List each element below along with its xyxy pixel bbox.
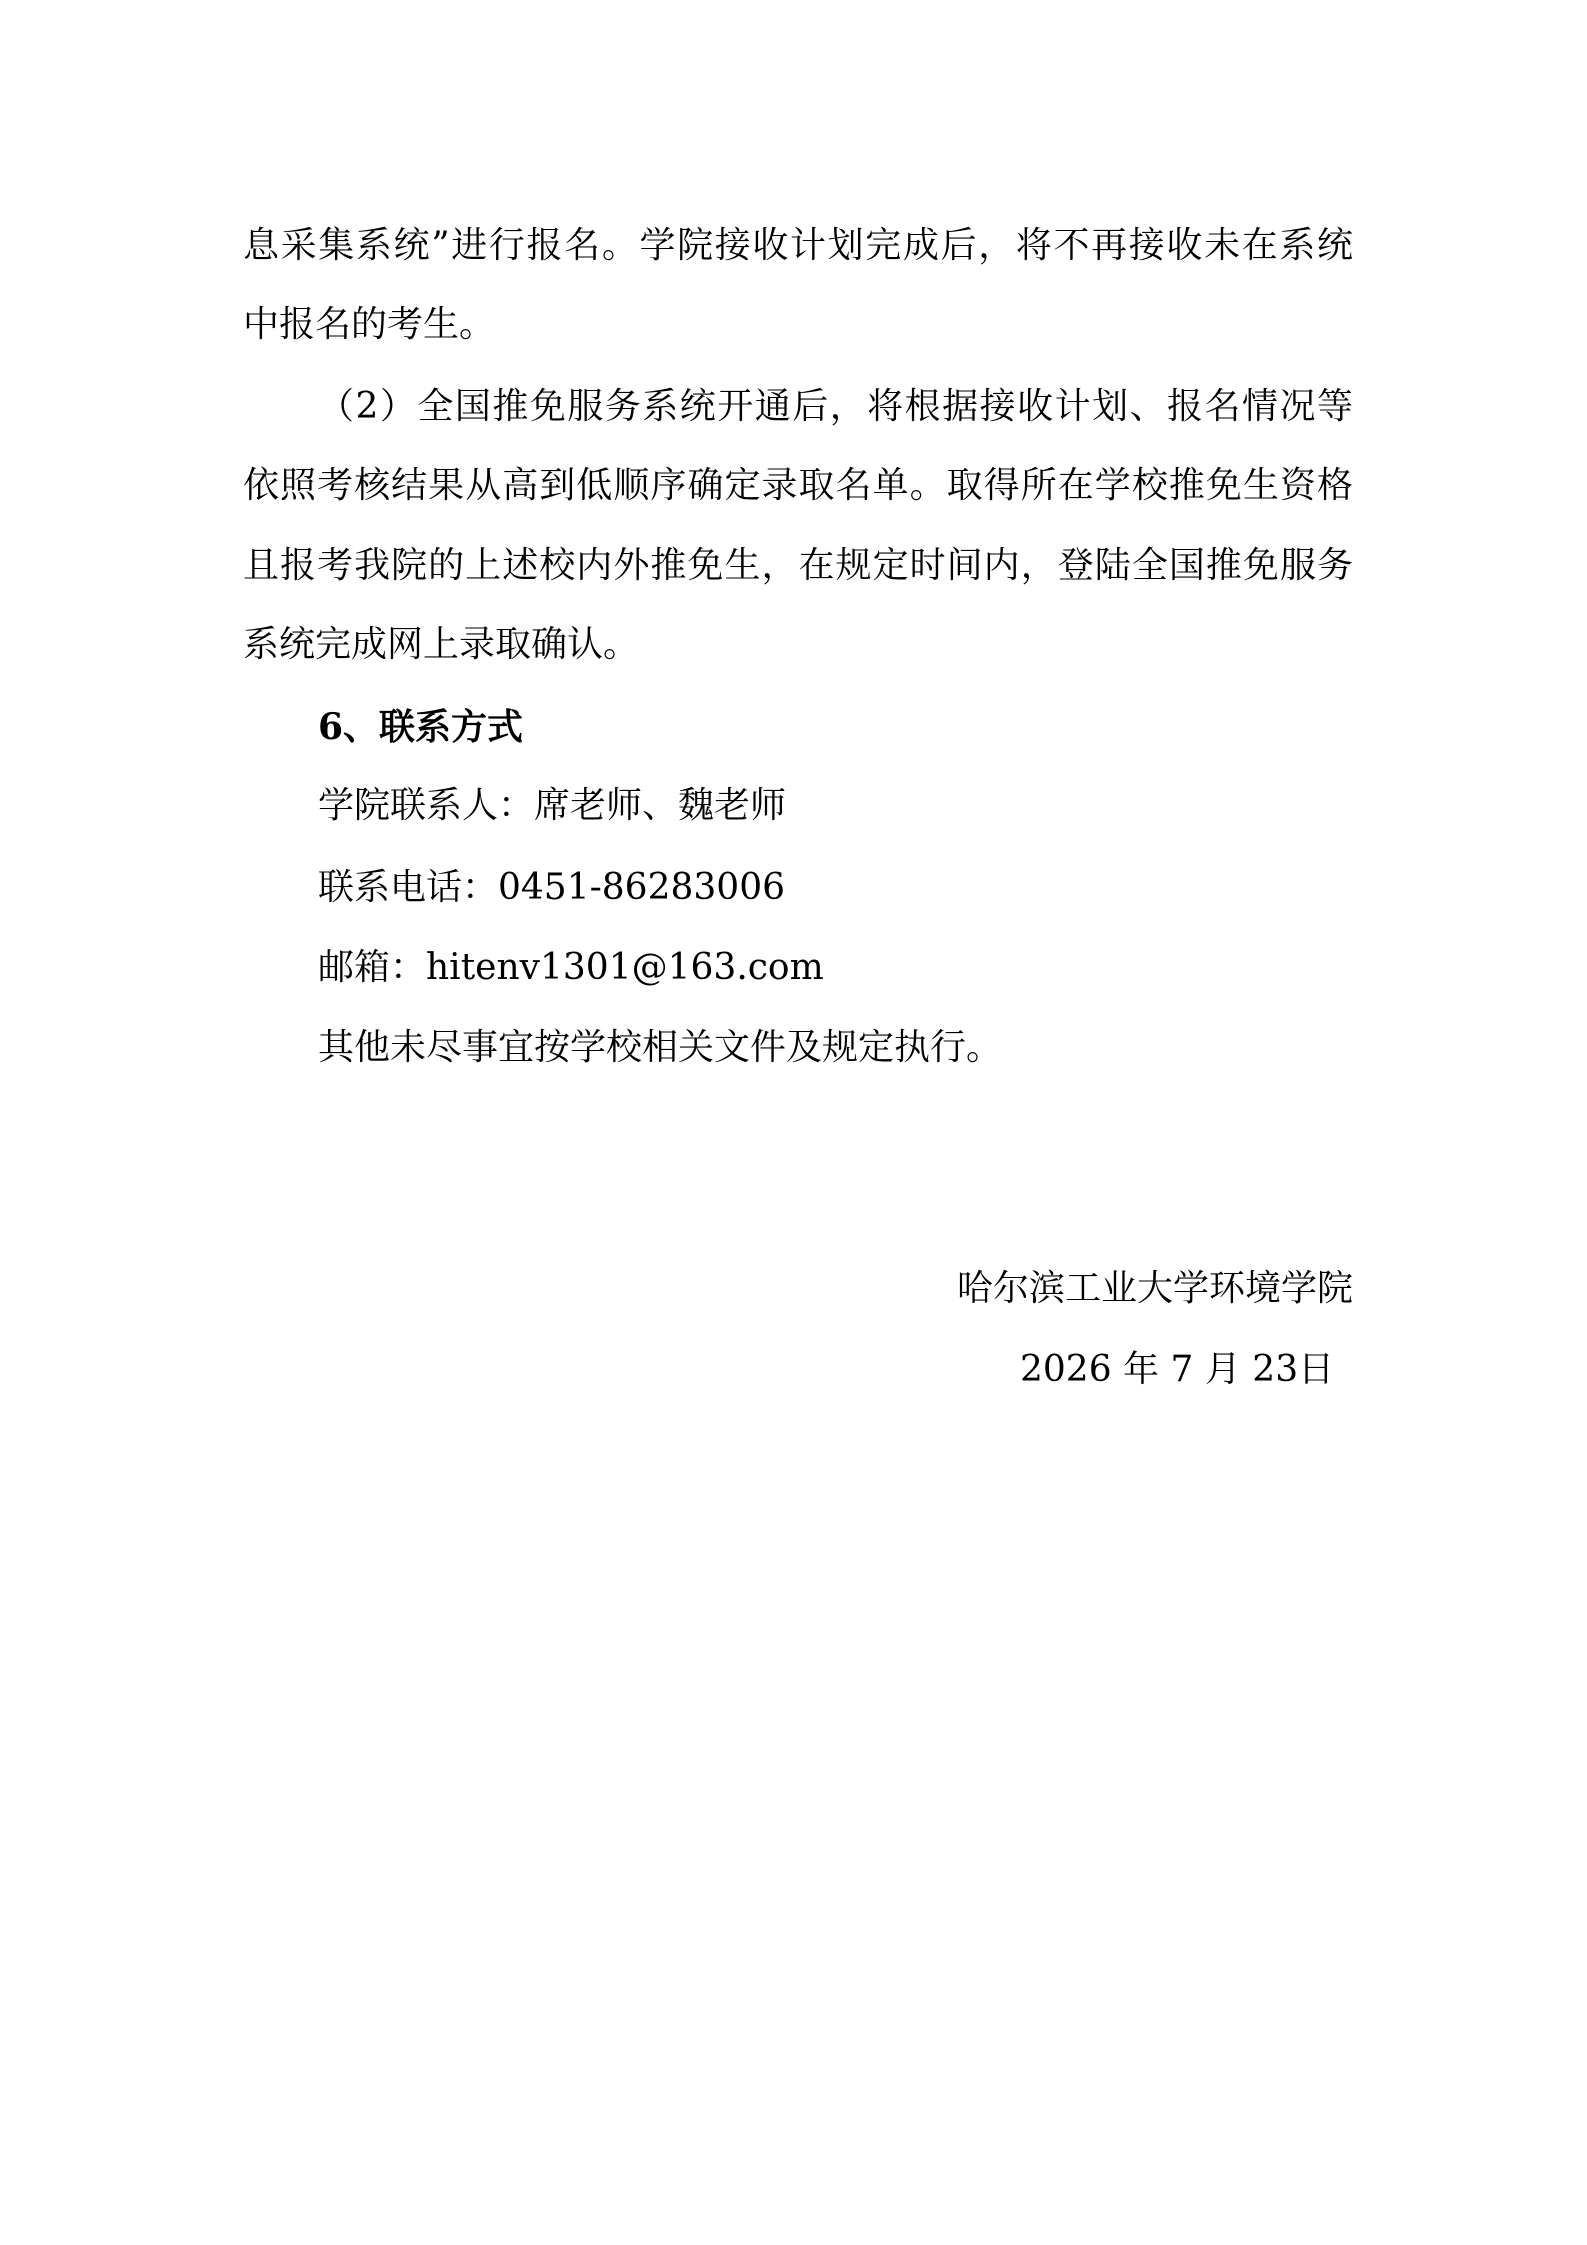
paragraph-line: 依照考核结果从高到低顺序确定录取名单。取得所在学校推免生资格 [243, 465, 1353, 506]
paragraph-line: 中报名的考生。 [243, 304, 496, 345]
contact-person: 学院联系人：席老师、魏老师 [318, 785, 787, 826]
contact-phone: 联系电话：0451-86283006 [318, 867, 786, 908]
closing-note: 其他未尽事宜按学校相关文件及规定执行。 [318, 1027, 1003, 1068]
paragraph-line: 系统完成网上录取确认。 [243, 624, 640, 665]
signature-org: 哈尔滨工业大学环境学院 [956, 1268, 1353, 1309]
paragraph-line: 且报考我院的上述校内外推免生，在规定时间内，登陆全国推免服务 [243, 545, 1353, 586]
signature-date: 2026 年 7 月 23日 [1020, 1349, 1335, 1390]
section-heading: 6、联系方式 [318, 706, 524, 748]
paragraph-line: 息采集系统”进行报名。学院接收计划完成后，将不再接收未在系统 [243, 225, 1353, 266]
paragraph-line: （2）全国推免服务系统开通后，将根据接收计划、报名情况等 [318, 386, 1353, 427]
contact-email: 邮箱：hitenv1301@163.com [318, 947, 824, 988]
